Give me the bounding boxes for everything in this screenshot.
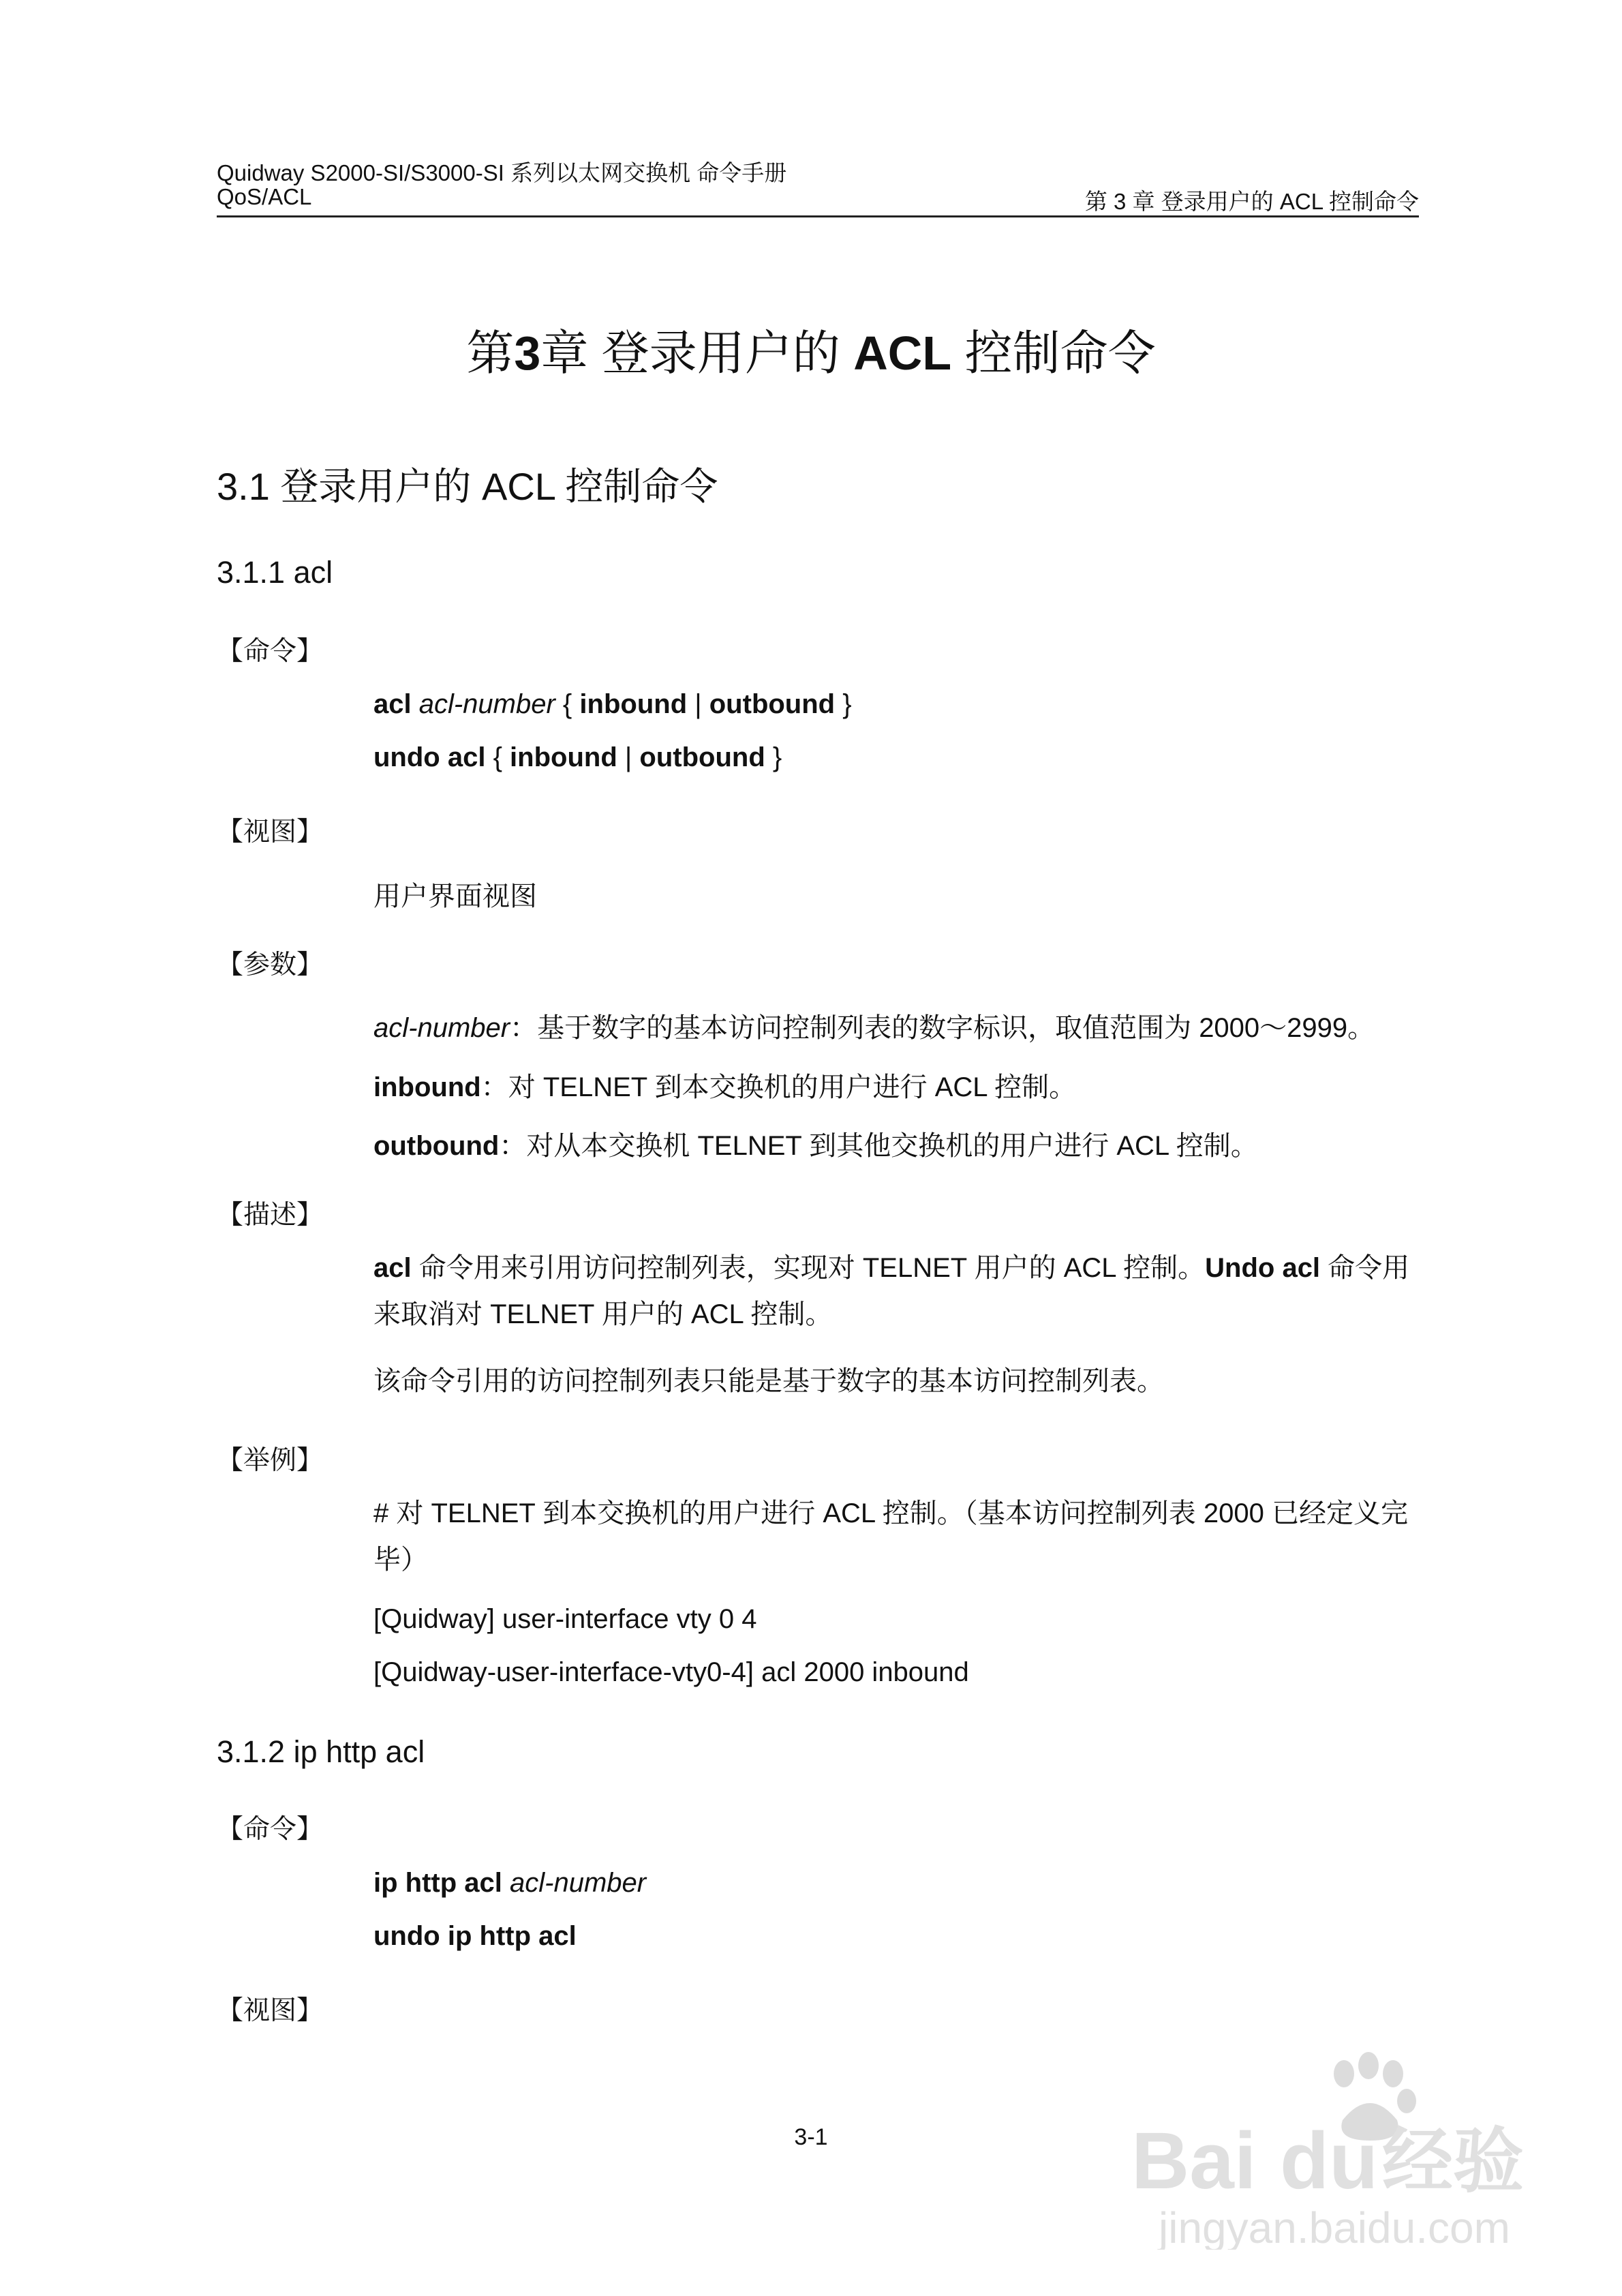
command-line-ip-http-acl: ip http acl acl-number xyxy=(373,1868,647,1898)
subsection-title-acl: 3.1.1 acl xyxy=(217,555,333,590)
svg-text:jingyan.baidu.com: jingyan.baidu.com xyxy=(1159,2203,1510,2250)
header-rule xyxy=(217,215,1419,217)
svg-text:du: du xyxy=(1280,2116,1379,2206)
section-title: 3.1 登录用户的 ACL 控制命令 xyxy=(217,465,718,508)
command-line-undo-ip-http-acl: undo ip http acl xyxy=(373,1921,577,1951)
example-line: [Quidway-user-interface-vty0-4] acl 2000 inbound xyxy=(373,1657,969,1687)
baidu-jingyan-logo xyxy=(1131,2045,1567,2250)
view-label: 【视图】 xyxy=(217,817,324,847)
command-label: 【命令】 xyxy=(217,1815,324,1844)
command-line-undo-acl: undo acl { inbound | outbound } xyxy=(373,742,782,772)
example-line: [Quidway] user-interface vty 0 4 xyxy=(373,1604,757,1634)
subsection-title-ip-http-acl: 3.1.2 ip http acl xyxy=(217,1734,425,1769)
command-line-acl: acl acl-number { inbound | outbound } xyxy=(373,689,852,719)
example-label: 【举例】 xyxy=(217,1446,324,1475)
example-comment: # 对 TELNET 到本交换机的用户进行 ACL 控制。（基本访问控制列表 2000 已经定义完毕） xyxy=(373,1498,1408,1575)
param-outbound: outbound：对从本交换机 TELNET 到其他交换机的用户进行 ACL 控制。 xyxy=(373,1131,1258,1161)
header-subtitle: QoS/ACL xyxy=(217,184,312,209)
param-label: 【参数】 xyxy=(217,950,324,980)
view-text: 用户界面视图 xyxy=(373,881,537,911)
description-label: 【描述】 xyxy=(217,1200,324,1230)
chapter-title: 第3章 登录用户的 ACL 控制命令 xyxy=(466,327,1156,380)
description-note: 该命令引用的访问控制列表只能是基于数字的基本访问控制列表。 xyxy=(373,1366,1164,1396)
svg-text:经验: 经验 xyxy=(1382,2119,1525,2203)
header-chapter: 第 3 章 登录用户的 ACL 控制命令 xyxy=(1084,189,1419,214)
page-number: 3-1 xyxy=(794,2124,828,2150)
watermark xyxy=(1131,2045,1567,2253)
command-label: 【命令】 xyxy=(217,637,324,666)
header-title: Quidway S2000-SI/S3000-SI 系列以太网交换机 命令手册 xyxy=(217,160,787,185)
svg-text:Bai: Bai xyxy=(1131,2116,1257,2206)
param-acl-number: acl-number：基于数字的基本访问控制列表的数字标识，取值范围为 2000～2999。 xyxy=(373,1013,1375,1043)
description-paragraph: acl 命令用来引用访问控制列表，实现对 TELNET 用户的 ACL 控制。Undo acl 命令用来取消对 TELNET 用户的 ACL 控制。 xyxy=(373,1253,1410,1329)
view-label: 【视图】 xyxy=(217,1996,324,2025)
param-inbound: inbound：对 TELNET 到本交换机的用户进行 ACL 控制。 xyxy=(373,1072,1077,1102)
